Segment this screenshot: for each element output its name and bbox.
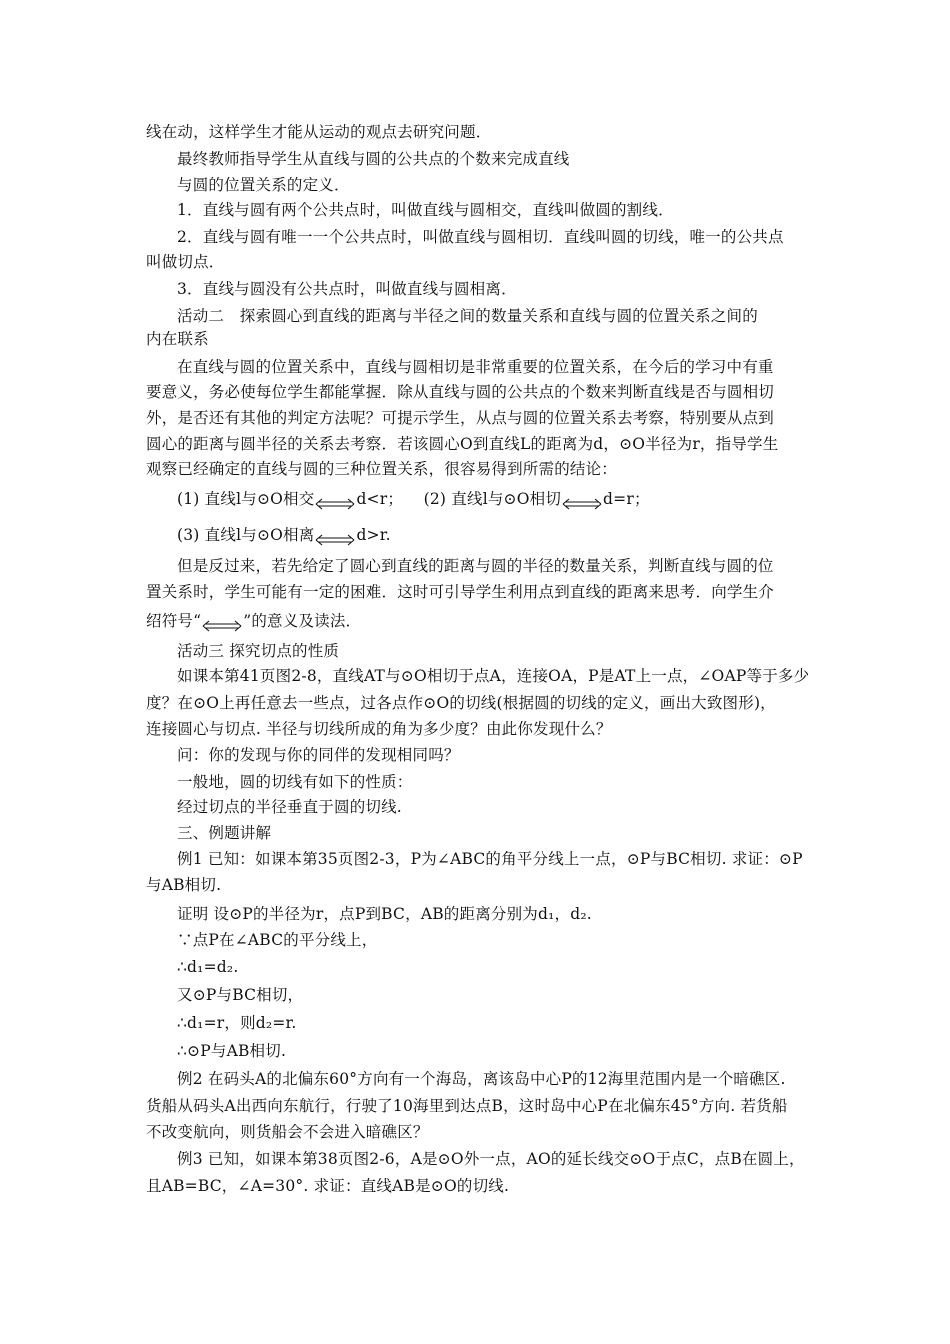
symbol-line	[146, 610, 361, 632]
text-line: 例1 已知：如课本第35页图2-3，P为∠ABC的角平分线上一点，⊙P与BC相切. 求证：⊙P	[177, 850, 803, 868]
section-heading: 活动三 探究切点的性质	[177, 642, 340, 660]
text-line: 货船从码头A出西向东航行，行驶了10海里到达点B，这时岛中心P在北偏东45°方向. 若货船	[146, 1097, 788, 1115]
relation-2-text: (2) 直线l与⊙O相切	[423, 490, 562, 508]
text-line: 不改变航向，则货船会不会进入暗礁区？	[146, 1123, 429, 1141]
text-line: ∴d₁=d₂.	[177, 958, 239, 976]
text-line: ∴⊙P与AB相切.	[177, 1042, 287, 1060]
text-line: 问：你的发现与你的同伴的发现相同吗？	[177, 746, 460, 764]
text-line: 度？在⊙O上再任意去一些点，过各点作⊙O的切线(根据圆的切线的定义，画出大致图形)，	[146, 694, 776, 712]
text-line: 线在动，这样学生才能从运动的观点去研究问题．	[146, 123, 492, 141]
text-line: 如课本第41页图2-8，直线AT与⊙O相切于点A，连接OA，P是AT上一点，∠OAP等于多少	[177, 667, 810, 685]
symbol-line-text: ”的意义及读法．	[243, 612, 362, 630]
text-line: ∴d₁=r，则d₂=r.	[177, 1014, 297, 1032]
text-line: ∵点P在∠ABC的平分线上，	[177, 931, 378, 949]
text-line: 与AB相切.	[146, 876, 222, 894]
text-line: 置关系时，学生可能有一定的困难．这时可引导学生利用点到直线的距离来思考．向学生介	[146, 583, 775, 601]
text-line: 圆心的距离与圆半径的关系去考察．若该圆心O到直线L的距离为d，⊙O半径为r，指导学生	[146, 435, 779, 453]
relation-line-3	[177, 524, 391, 546]
text-line: 外，是否还有其他的判定方法呢？可提示学生，从点与圆的位置关系去考察，特别要从点到	[146, 409, 775, 427]
text-line: 3．直线与圆没有公共点时，叫做直线与圆相离．	[177, 280, 517, 298]
text-line: 最终教师指导学生从直线与圆的公共点的个数来完成直线	[177, 150, 570, 168]
text-line: 要意义，务必使每位学生都能掌握．除从直线与圆的公共点的个数来判断直线是否与圆相切	[146, 383, 775, 401]
double-arrow-icon	[315, 534, 355, 546]
relation-1-text: (1) 直线l与⊙O相交	[177, 490, 315, 508]
symbol-line-text: 绍符号“	[146, 612, 202, 630]
relation-3-text: (3) 直线l与⊙O相离	[177, 526, 315, 544]
text-line: 在直线与圆的位置关系中，直线与圆相切是非常重要的位置关系，在今后的学习中有重	[177, 358, 774, 376]
text-line: 一般地，圆的切线有如下的性质：	[177, 773, 413, 791]
text-line: 1．直线与圆有两个公共点时，叫做直线与圆相交，直线叫做圆的割线．	[177, 201, 674, 219]
text-line: 2．直线与圆有唯一一个公共点时，叫做直线与圆相切．直线叫圆的切线，唯一的公共点	[177, 228, 784, 246]
text-line: 经过切点的半径垂直于圆的切线.	[177, 798, 402, 816]
text-line: 连接圆心与切点. 半径与切线所成的角为多少度？由此你发现什么？	[146, 720, 612, 738]
relation-1-result: d<r；	[356, 490, 404, 508]
text-line: 但是反过来，若先给定了圆心到直线的距离与圆的半径的数量关系，判断直线与圆的位	[177, 557, 774, 575]
double-arrow-icon	[562, 498, 602, 510]
section-heading: 三、例题讲解	[177, 824, 272, 842]
text-line: 例2 在码头A的北偏东60°方向有一个海岛，离该岛中心P的12海里范围内是一个暗礁区.	[177, 1070, 786, 1088]
text-line: 例3 已知，如课本第38页图2-6，A是⊙O外一点，AO的延长线交⊙O于点C，点B在圆上，	[177, 1150, 805, 1168]
text-line: 与圆的位置关系的定义．	[177, 176, 350, 194]
text-line: 叫做切点．	[146, 253, 225, 271]
text-line: 证明 设⊙P的半径为r，点P到BC，AB的距离分别为d₁，d₂.	[177, 905, 592, 923]
text-line: 内在联系	[146, 330, 209, 348]
text-line: 观察已经确定的直线与圆的三种位置关系，很容易得到所需的结论：	[146, 460, 618, 478]
double-arrow-icon	[315, 498, 355, 510]
relation-2-result: d=r；	[603, 490, 650, 508]
double-arrow-icon	[202, 620, 242, 632]
text-line: 且AB=BC，∠A=30°. 求证：直线AB是⊙O的切线.	[146, 1177, 510, 1195]
text-line: 活动二 探索圆心到直线的距离与半径之间的数量关系和直线与圆的位置关系之间的	[177, 307, 758, 325]
relation-line-1	[177, 488, 650, 510]
relation-3-result: d>r.	[356, 526, 391, 544]
text-line: 又⊙P与BC相切，	[177, 986, 304, 1004]
